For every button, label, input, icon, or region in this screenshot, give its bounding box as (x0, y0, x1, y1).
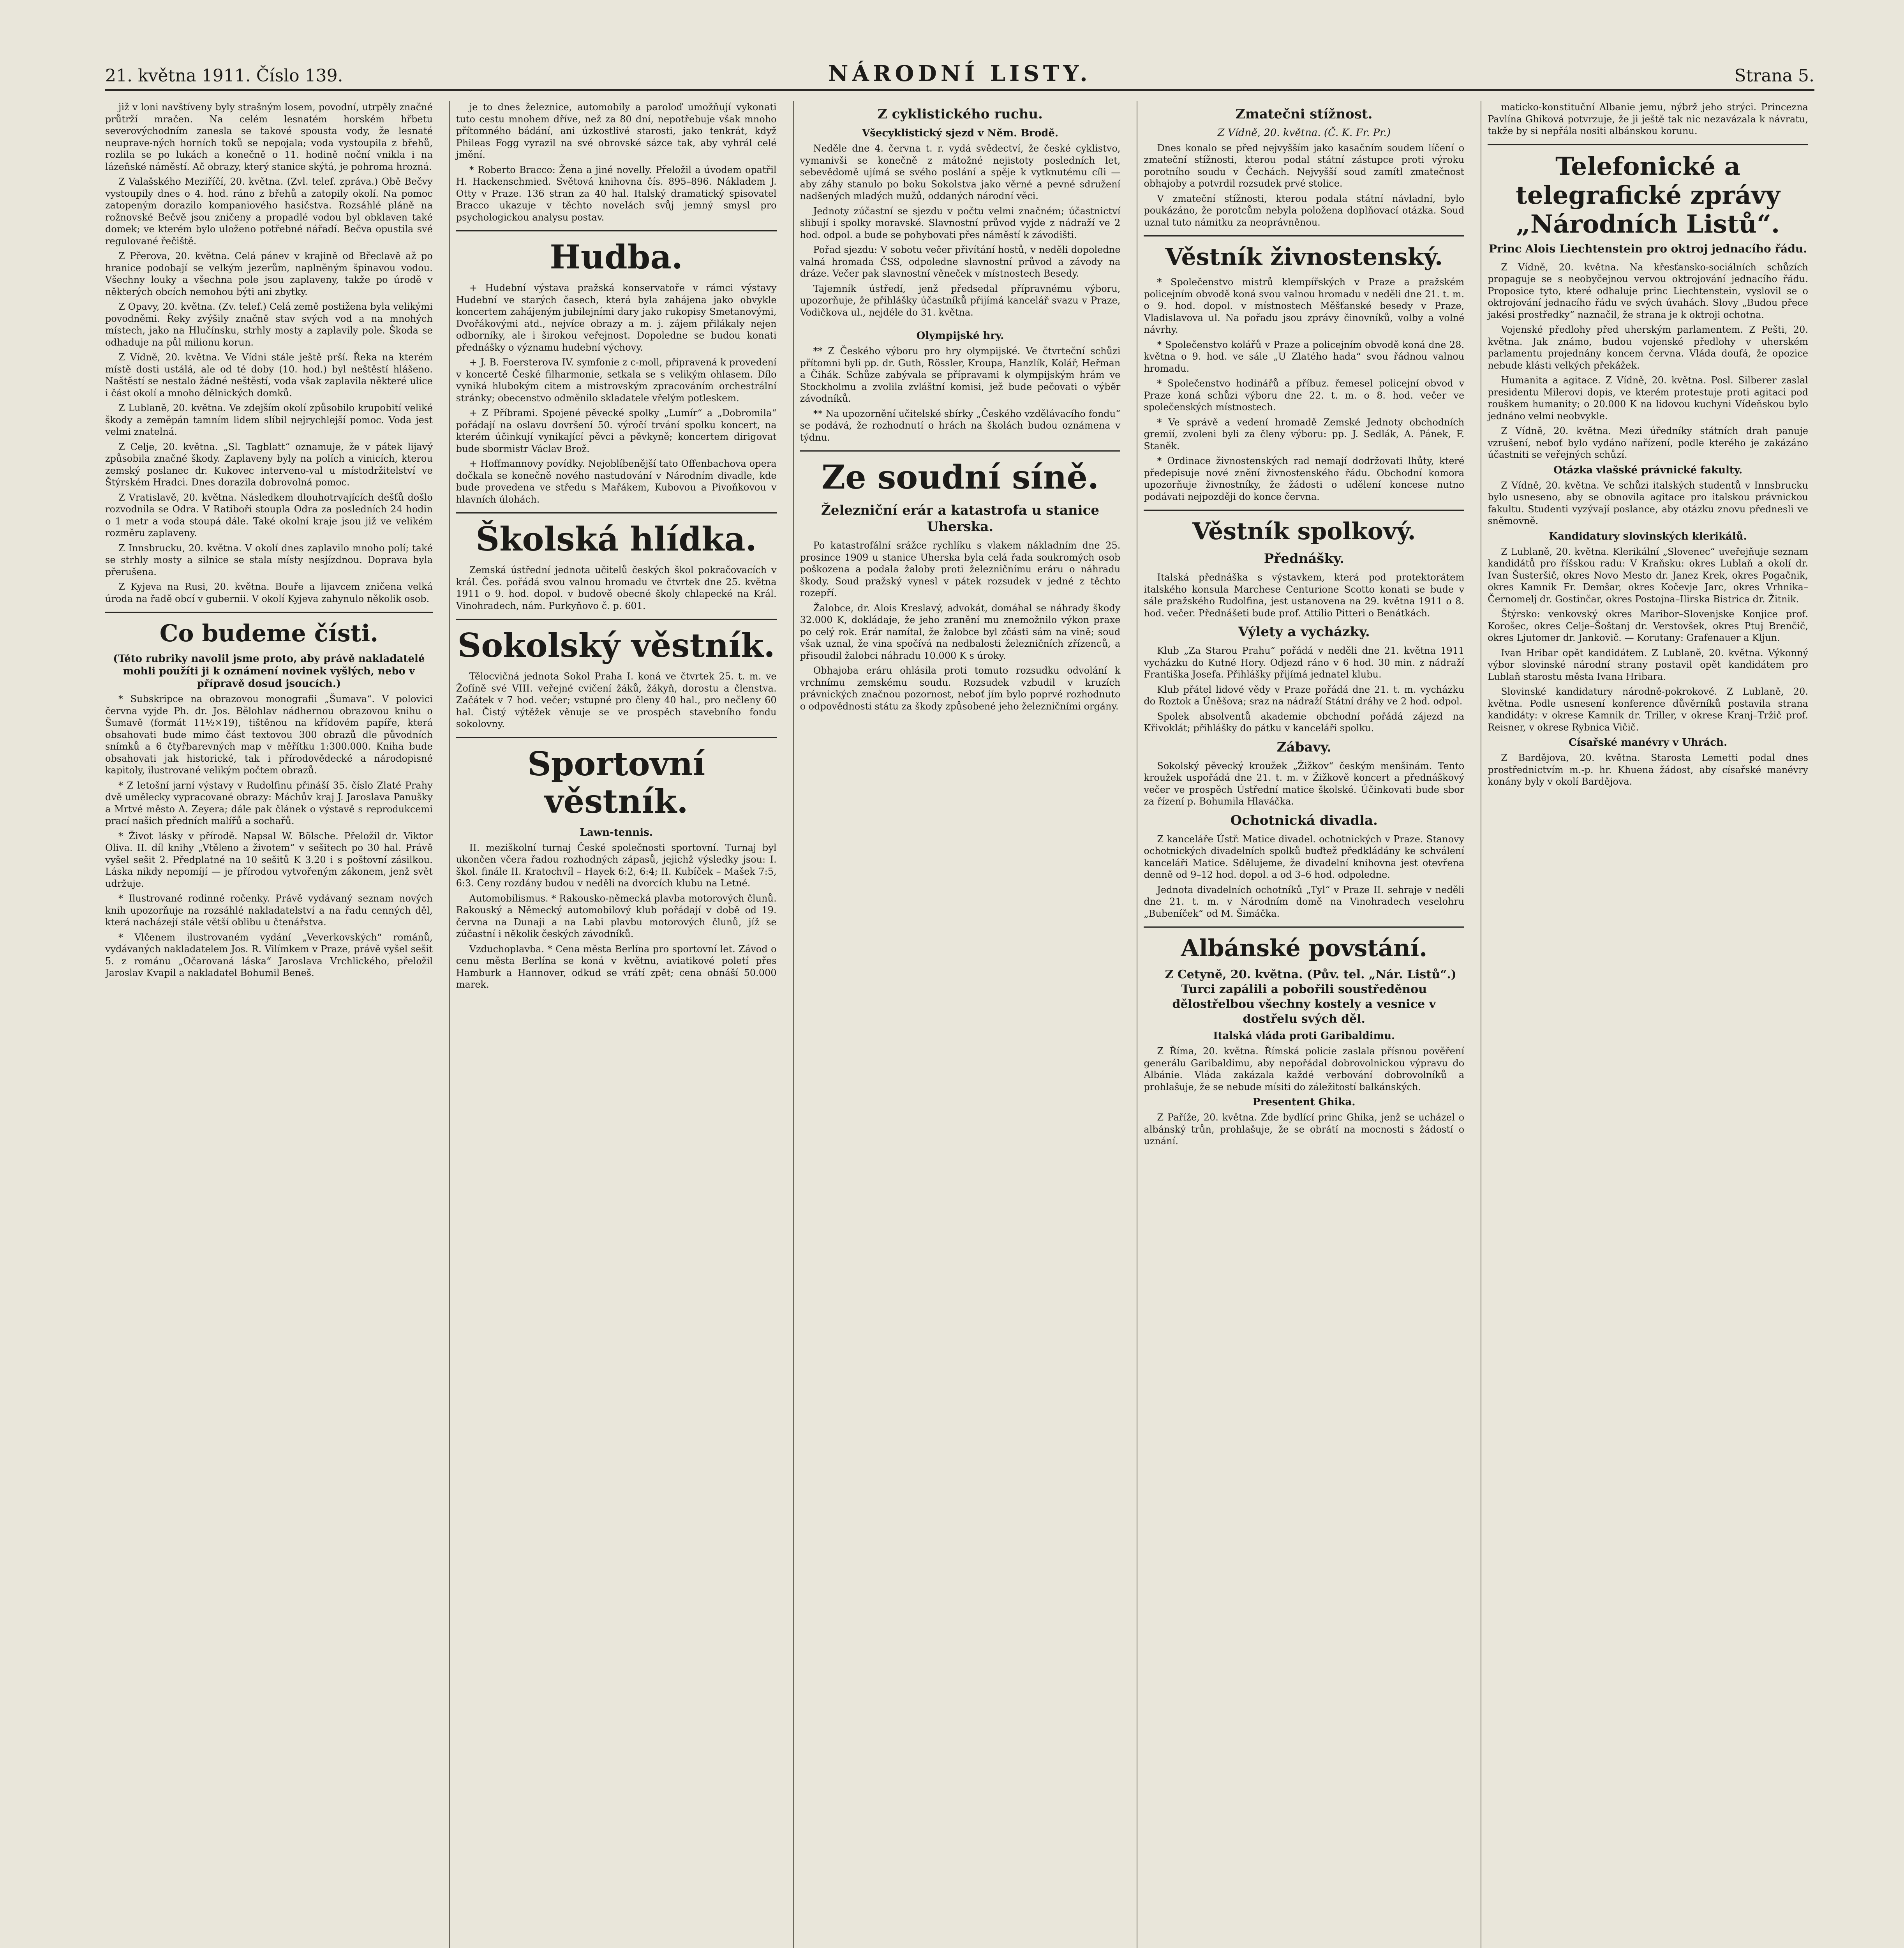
trade-notice-3: * Společenstvo hodinářů a příbuz. řemesel policejní obvod v Praze koná schůzi výboru dne 22. t. m. o 8. hod. večer ve společenských místnostech. (1144, 378, 1465, 413)
divider (456, 512, 777, 513)
column-4 (1137, 101, 1470, 1948)
flood-report-2: Z Valašského Meziříčí, 20. května. (Zvl. telef. zpráva.) Obě Bečvy vystoupily dnes o 4. hod. ráno z břehů a zatopily okolí. Na pomoc zatopeným dorazilo kompaniového hasičstva. Rozsáhlé pláně na rožnovské Bečvě jsou zničeny a propadlé vodou byl obklaven také domek; ve kterém bylo uloženo potřebné nářadí. Bečva opustila své regulované řečiště. (105, 176, 433, 247)
entertainment-subheading: Zábavy. (1276, 739, 1331, 755)
court-subheading: Železniční erár a katastrofa u stanice Uherska. (821, 503, 1099, 535)
book-notice-1: * Subskripce na obrazovou monografii „Šumava“. V polovici června vyjde Ph. dr. Jos. Bělohlav nádhernou obrazovou knihu o Šumavě (formát 11½×19), tištěnou na křídovém papíře, která obsahovati bude mimo část textovou 300 obrazů dle původních snímků a 6 čtyřbarevných map v měřítku 1:300.000. Kniha bude obsahovati jak historické, tak i přírodovědecké a národopisné kapitoly, ilustrované velikým počtem obrazů. (105, 693, 433, 776)
flood-report-8: Z Vratislavě, 20. května. Následkem dlouhotrvajících dešťů došlo rozvodnila se Odra. V Ratiboři stoupla Odra za posledních 24 hodin o 1 metr a voda stoupá dále. Také okolní kraje jsou již ve velikém rozměru zaplaveny. (105, 492, 433, 538)
section-heading-associations: Věstník spolkový. (1192, 518, 1416, 545)
candidates-article-2: Štýrsko: venkovský okres Maribor–Slovenjske Konjice prof. Korošec, okres Celje–Šoštanj dr. Verstovšek, okres Ptuj Brenčič, okres Ljutomer dr. Jankovič. — Korutany: Grafenauer a Kljun. (1488, 609, 1808, 643)
section-note: (Této rubriky navolil jsme proto, aby právě nakladatelé mohli použíti ji k oznámení novinek vyšlých, nebo v přípravě dosud jsoucích.) (113, 653, 425, 690)
music-notice-2: + J. B. Foersterova IV. symfonie z c-moll, připravená k provedení v koncertě České filharmonie, setkala se s velikým ohlasem. Dílo vyniká hlubokým citem a mistrovským zpracováním orchestrální stránky; obecenstvo odměnilo skladatele vřelým potleskem. (456, 357, 777, 404)
candidates-article-1: Z Lublaně, 20. května. Klerikální „Slovenec“ uveřejňuje seznam kandidátů pro říšskou radu: V Kraňsku: okres Lublaň a okolí dr. Ivan Šusteršič, okres Novo Mesto dr. Janez Krek, okres Pogačnik, okres Kamnik Fr. Demšar, okres Kočevje Jarc, okres Vrhnika–Černomelj dr. Gostinčar, okres Postojna–Ilirska Bistrica dr. Žitnik. (1488, 546, 1808, 605)
newspaper-title: NÁRODNÍ LISTY. (828, 61, 1091, 86)
complaint-article-2: V zmateční stížnosti, kterou podala státní návladní, bylo poukázáno, že porotcům nebyla položena doplňovací otázka. Soud uznal tuto námitku za neoprávněnou. (1144, 193, 1465, 228)
divider (456, 737, 777, 738)
telegraph-article-3: Humanita a agitace. Z Vídně, 20. května. Posl. Silberer zaslal presidentu Milerovi dopis, ve kterém protestuje proti agitaci pod rouškem humanity; o 20.000 K na lidovou kuchyni Vídeňskou bylo jednáno velmi neobvykle. (1488, 375, 1808, 422)
flood-report-5: Z Vídně, 20. května. Ve Vídni stále ještě prší. Řeka na kterém místě dosti ustálá, ale od té doby (10. hod.) byl neštěstí hlášeno. Naštěstí se nestalo žádné neštěstí, voda však zaplavila některé ulice i část okolí a mnoho dělnických domků. (105, 352, 433, 399)
divider (1144, 510, 1464, 511)
divider (456, 619, 777, 620)
cycling-article-4: Tajemník ústředí, jenž předsedal přípravnému výboru, upozorňuje, že přihlášky účastníků přijímá kancelář svazu v Praze, Vodičkova ul., nejdéle do 31. května. (800, 283, 1121, 318)
ghika-article: Z Paříže, 20. května. Zde bydlící princ Ghika, jenž se ucházel o albánský trůn, prohlašuje, že se obrátí na mocnosti s žádostí o uznání. (1144, 1112, 1465, 1147)
flood-report-9: Z Innsbrucku, 20. května. V okolí dnes zaplavilo mnoho polí; také se strhly mosty a silnice se stala místy nesjízdnou. Doprava byla přerušena. (105, 542, 433, 577)
candidates-article-3: Ivan Hribar opět kandidátem. Z Lublaně, 20. května. Výkonný výbor slovinské národní strany postavil opět kandidátem pro Lublaň starostu města Ivana Hribara. (1488, 647, 1808, 682)
cycling-subheading: Všecyklistický sjezd v Něm. Brodě. (862, 127, 1059, 139)
trade-notice-2: * Společenstvo kolářů v Praze a policejním obvodě koná dne 28. května o 9. hod. ve sále „U Zlatého hada“ svou řádnou valnou hromadu. (1144, 339, 1465, 374)
flood-report-10: Z Kyjeva na Rusi, 20. května. Bouře a lijavcem zničena velká úroda na řadě obcí v gubernii. V okolí Kyjeva zahynulo několik osob. (105, 581, 433, 604)
complaint-dateline: Z Vídně, 20. května. (Č. K. Fr. Pr.) (1217, 127, 1391, 139)
cycling-article-3: Pořad sjezdu: V sobotu večer přivítání hostů, v neděli dopoledne valná hromada ČSS, odpoledne slavnostní průvod a závody na dráze. Večer pak slavnostní věneček v místnostech Besedy. (800, 244, 1121, 279)
telegraph-article-4: Z Vídně, 20. května. Mezi úředníky státních drah panuje vzrušení, neboť bylo vydáno nařízení, podle kterého je zakázáno účastniti se veřejných schůzí. (1488, 425, 1808, 460)
trip-notice-2: Klub přátel lidové vědy v Praze pořádá dne 21. t. m. vycházku do Roztok a Úněšova; sraz na nádraží Státní dráhy ve 2 hod. odpol. (1144, 684, 1465, 707)
court-article-2: Žalobce, dr. Alois Kreslavý, advokát, domáhal se náhrady škody 32.000 K, dokládaje, že jeho zranění mu znemožnilo výkon praxe po celý rok. Erár namítal, že žalobce byl zčásti sám na vině; soud však uznal, že vina spočívá na nedbalosti železničních zřízenců, a přisoudil žalobci náhradu 10.000 K s úroky. (800, 602, 1121, 661)
telegraph-article-1: Z Vídně, 20. května. Na křesťansko-sociálních schůzích propaguje se s neobyčejnou vervou oktrojování jednacího řádu. Proposice tyto, které odhaluje princ Liechtenstein, vyslovil se o oktrojování jednacího řádu ve svých úvahách. Slovy „Budou přece jakési prostředky“ naznačil, že strana je k oktroji ochotna. (1488, 261, 1808, 320)
flood-report-7: Z Celje, 20. května. „Sl. Tagblatt“ oznamuje, že v pátek lijavý způsobila značné škody. Zaplaveny byly na polích a vinicích, kterou zemský poslanec dr. Kukovec interveno‑val u místodržitelství ve Štýrském Hradci. Dnes dorazila dobrovolná pomoc. (105, 441, 433, 488)
candidates-article-4: Slovinské kandidatury národně-pokrokové. Z Lublaně, 20. května. Podle usnesení konference důvěrníků postavila strana kandidáty: v okrese Kamnik dr. Triller, v okrese Kranj–Tržič prof. Reisner, v okrese Rybnica Vičič. (1488, 686, 1808, 733)
ghika-subheading: Presentent Ghika. (1253, 1096, 1356, 1108)
sport-notice-1: II. meziškolní turnaj České společnosti sportovní. Turnaj byl ukončen včera řadou rozhodných zápasů, jejichž výsledky jsou: I. škol. finále II. Kratochvíl – Hayek 6:2, 6:4; II. Kubíček – Mašek 7:5, 6:3. Ceny rozdány budou v neděli na dvorcích klubu na Letné. (456, 842, 777, 889)
divider (1144, 235, 1464, 236)
section-heading-reading: Co budeme čísti. (159, 620, 379, 647)
entertainment-notice: Sokolský pěvecký kroužek „Žižkov“ českým menšinám. Tento kroužek uspořádá dne 21. t. m. v Žižkově koncert a přednáškový večer ve prospěch Ústřední matice školské. Účinkovati bude sbor za řízení p. Bohumila Hlaváčka. (1144, 760, 1465, 807)
divider (800, 450, 1121, 452)
trip-notice-3: Spolek absolventů akademie obchodní pořádá zájezd na Křivoklát; přihlášky do pátku v kanceláři spolku. (1144, 711, 1465, 734)
theater-notice-2: Jednota divadelních ochotníků „Tyl“ v Praze II. sehraje v neděli dne 21. t. m. v Národním domě na Vinohradech veselohru „Bubeníček“ od M. Šimáčka. (1144, 884, 1465, 919)
section-heading-albania: Albánské povstání. (1181, 935, 1428, 962)
flood-report-4: Z Opavy, 20. května. (Zv. telef.) Celá země postižena byla velikými povodněmi. Řeky zvýšily značně stav svých vod a na mnohých místech, jako na Hlučínsku, strhly mosty a zaplavily pole. Škoda se odhaduje na půl milionu korun. (105, 301, 433, 348)
section-heading-sport: Sportovní věstník. (527, 744, 705, 820)
section-heading-complaint: Zmatečni stížnost. (1236, 106, 1373, 122)
flood-report-6: Z Lublaně, 20. května. Ve zdejším okolí způsobilo krupobití veliké škody a zeměpán tamním lidem slíbil nejrychlejší pomoc. Voda jest velmi znatelná. (105, 402, 433, 437)
flood-report-1: již v loni navštíveny byly strašným losem, povodní, utrpěly značné průtrží mračen. Na celém lesnatém horském hřbetu severovýchodním zanesla se takové spousta vody, že lesnaté neuprave‑ných horních toků se nepojala; voda vystoupila z břehů, rozlila se po lukách a konečně o 11. hodině noční vnikla i na lázeňské náměstí. Ač obrazy, který stanice skýtá, je pohroma hrozná. (105, 102, 433, 172)
cycling-article-1: Neděle dne 4. června t. r. vydá svědectví, že české cyklistvo, vymanivši se konečně z mátožné nejistoty posledních let, sebevědomě ujímá se svého poslání a spěje k vytknutému cíli — aby záhy stanulo po boku Sokolstva jako věrné a pevné sdružení nadšených mladých mužů, oddaných národní věci. (800, 143, 1121, 201)
page-number: Strana 5. (1734, 66, 1814, 86)
telegraph-article-2: Vojenské předlohy před uherským parlamentem. Z Pešti, 20. května. Jak známo, budou vojenské předlohy v uherském parlamentu projednány koncem června. Vláda doufá, že opozice nebude klásti velkých překážek. (1488, 324, 1808, 371)
divider (1144, 926, 1464, 928)
article-columns (105, 101, 1814, 1948)
sport-notice-3: Vzduchoplavba. * Cena města Berlína pro sportovní let. Závod o cenu města Berlína se koná v květnu, aviatikové poletí přes Hamburk a Hannover, odkud se vrátí zpět; cena obnáší 50.000 marek. (456, 943, 777, 990)
italy-article: Z Říma, 20. května. Římská policie zaslala přísnou pověření generálu Garibaldimu, aby nepořádal dobrovolnickou výpravu do Albánie. Vláda zakázala každé verbování dobrovolníků a prohlašuje, že se nebude mísiti do záležitostí balkánských. (1144, 1046, 1465, 1092)
section-heading-telegraph: Telefonické a telegrafické zprávy „Národních Listů“. (1516, 152, 1780, 239)
section-heading-school: Školská hlídka. (476, 520, 757, 558)
book-notice-3: * Život lásky v přírodě. Napsal W. Bölsche. Přeložil dr. Viktor Oliva. II. díl knihy „Vtěleno a životem“ v sešitech po 30 hal. Právě vyšel sešit 2. Předplatné na 10 sešitů K 3.20 i s poštovní zásilkou. Láska nikdy nepomíjí — je přírodou vytvořeným zákonem, jenž svět udržuje. (105, 830, 433, 889)
telegraph-subheading: Princ Alois Liechtenstein pro oktroj jednacího řádu. (1489, 242, 1807, 255)
maneuvers-subheading: Císařské manévry v Uhrách. (1569, 737, 1727, 748)
book-notice-4: * Ilustrované rodinné ročenky. Právě vydávaný seznam nových knih upozorňuje na rozsáhlé nakladatelství a na řadu cenných děl, která nacházejí stále větší oblibu u čtenářstva. (105, 893, 433, 928)
column-2 (449, 101, 783, 1948)
sokol-notice: Tělocvičná jednota Sokol Praha I. koná ve čtvrtek 25. t. m. ve Žofíně své VIII. veřejné cvičení žáků, žákyň, dorostu a členstva. Začátek v 7 hod. večer; vstupné pro členy 40 hal., pro nečleny 60 hal. Čistý výtěžek věnuje se ve prospěch stavebního fondu sokolovny. (456, 671, 777, 729)
divider (456, 230, 777, 231)
column-3 (793, 101, 1127, 1948)
cycling-article-2: Jednoty zúčastní se sjezdu v počtu velmi značném; účastnictví slibují i spolky moravské. Slavnostní průvod vyjde z nádraží ve 2 hod. odpol. a bude se pohybovati přes náměstí k závodišti. (800, 205, 1121, 240)
complaint-article-1: Dnes konalo se před nejvyšším jako kasačním soudem líčení o zmateční stížnosti, kterou podal státní zástupce proti výroku porotního soudu v Čechách. Nejvyšší soud zamítl zmatečnost obhajoby a potvrdil rozsudek prvé stolice. (1144, 142, 1465, 189)
section-heading-court: Ze soudní síně. (821, 458, 1099, 496)
divider (1488, 144, 1808, 145)
candidates-subheading: Kandidatury slovinských klerikálů. (1549, 530, 1747, 542)
faculty-subheading: Otázka vlašské právnické fakulty. (1553, 464, 1743, 476)
sport-notice-2: Automobilismus. * Rakousko-německá plavba motorových člunů. Rakouský a Německý automobilový klub pořádají v době od 19. června na Dunaji a na Labi plavbu motorových člunů, jíž se zúčastní i několik českých závodníků. (456, 893, 777, 939)
albania-continued: maticko-konstituční Albanie jemu, nýbrž jeho strýci. Princezna Pavlína Ghiková potvrzuje, že ji ještě tak nic nezavázala k návratu, takže by si nepřála nositi albánskou korunu. (1488, 102, 1808, 136)
book-notice-2: * Z letošní jarní výstavy v Rudolfinu přináší 35. číslo Zlaté Prahy dvě umělecky vypracované obrazy: Máchův kraj J. Jaroslava Panušky a Mrtvé město A. Zeyera; dále pak článek o výstavě s reprodukcemi prací našich předních malířů a sochařů. (105, 780, 433, 826)
trip-notice-1: Klub „Za Starou Prahu“ pořádá v neděli dne 21. května 1911 vycházku do Kutné Hory. Odjezd ráno v 6 hod. 30 min. z nádraží Františka Josefa. Přihlášky přijímá jednatel klubu. (1144, 645, 1465, 680)
theater-notice-1: Z kanceláře Ústř. Matice divadel. ochotnických v Praze. Stanovy ochotnických divadelních spolků buďtež předkládány ke schválení kanceláři Matice. Sdělujeme, že divadelní knihovna jest otevřena denně od 9–12 hod. dopol. a od 3–6 hod. odpoledne. (1144, 833, 1465, 880)
trade-notice-1: * Společenstvo mistrů klempířských v Praze a pražském policejním obvodě koná svou valnou hromadu v neděli dne 21. t. m. o 9. hod. dopol. v místnostech Měšťanské besedy v Praze, Vladislavova ul. Na pořadu jsou zprávy činovníků, volby a volné návrhy. (1144, 277, 1465, 335)
page-header (105, 58, 1814, 91)
section-heading-trade: Věstník živnostenský. (1165, 244, 1443, 271)
book-notice-7: * Roberto Bracco: Žena a jiné novelly. Přeložil a úvodem opatřil H. Hackenschmied. Světová knihovna čís. 895–896. Nákladem J. Otty v Praze. 136 stran za 40 hal. Italský dramatický spisovatel Bracco ukazuje v těchto novelách svůj jemný smysl pro psychologickou analysu postav. (456, 164, 777, 223)
divider (105, 612, 433, 613)
section-heading-music: Hudba. (550, 238, 683, 276)
column-1 (105, 101, 439, 1948)
book-notice-5: * Vlčenem ilustrovaném vydání „Veverkovských“ románů, vydávaných nakladatelem Jos. R. Vilímkem v Praze, právě vyšel sešit 5. z románu „Očarovaná láska“ Jaroslava Vrchlického, přeložil Jaroslav Kvapil a nakladatel Bohumil Beneš. (105, 932, 433, 978)
olympics-notice-2: ** Na upozornění učitelské sbírky „Českého vzdělávacího fondu“ se podává, že rozhodnutí o hrách na školách budou oznámena v týdnu. (800, 408, 1121, 443)
trade-notice-5: * Ordinace živnostenských rad nemají dodržovati lhůty, které předepisuje nové znění živnostenského řádu. Obchodní komora upozorňuje živnostníky, že žádosti o udělení koncese nutno podávati nejpozději do konce června. (1144, 455, 1465, 502)
lectures-subheading: Přednášky. (1264, 551, 1344, 566)
faculty-article: Z Vídně, 20. května. Ve schůzi italských studentů v Innsbrucku bylo usneseno, aby se obnovila agitace pro italskou právnickou fakultu. Studenti vyzývají poslance, aby otázku znovu přednesli ve sněmovně. (1488, 480, 1808, 526)
music-notice-3: + Z Příbrami. Spojené pěvecké spolky „Lumír“ a „Dobromila“ pořádají na oslavu dovršení 50. výročí trvání spolku koncert, na kterém účinkují vynikající pěvci a pěvkyně; koncertem dirigovat bude sbormistr Václav Brož. (456, 408, 777, 454)
sport-subheading: Lawn-tennis. (580, 826, 653, 838)
lecture-notice: Italská přednáška s výstavkem, která pod protektorátem italského konsula Marchese Centurione Scotto konati se bude v sále pražského Rudolfina, jest ustanovena na 29. května 1911 o 8. hod. večer. Přednášeti bude prof. Attilio Pitteri o Benátkách. (1144, 572, 1465, 619)
flood-report-3: Z Přerova, 20. května. Celá pánev v krajině od Břeclavě až po hranice podobají se velkým jezerům, naplněným špinavou vodou. Všechny louky a všechna pole jsou zaplaveny, takže po úrodě v některých obcích nemohou býti ani zbytky. (105, 251, 433, 297)
school-notice: Zemská ústřední jednota učitelů českých škol pokračovacích v král. Čes. pořádá svou valnou hromadu ve čtvrtek dne 25. května 1911 o 9. hod. dopol. v budově obecné školy chlapecké na Král. Vinohradech, nám. Purkyňovo č. p. 601. (456, 565, 777, 611)
albania-lead: Z Cetyně, 20. května. (Pův. tel. „Nár. Listů“.) Turci zapálili a pobořili soustředěnou dělostřelbou všechny kostely a vesnice v dostřelu svých děl. (1165, 968, 1456, 1026)
section-heading-sokol: Sokolský věstník. (457, 626, 775, 665)
book-notice-6: je to dnes železnice, automobily a paroloď umožňují vykonati tuto cestu mnohem dříve, než za 80 dní, nepotřebuje však mnoho přítomného bádání, ani úzkostlivé starosti, jako tenkrát, když Phileas Fogg vyrazil na své obrovské sázce tak, aby vyhrál celé jmění. (456, 102, 777, 160)
olympics-notice-1: ** Z Českého výboru pro hry olympijské. Ve čtvrteční schůzi přítomni byli pp. dr. Guth, Rössler, Kroupa, Hanzlík, Kolář, Heřman a Čihák. Schůze zabývala se přípravami k olympijským hrám ve Stockholmu a zvolila zvláštní komisi, jež bude pečovati o výběr závodníků. (800, 346, 1121, 404)
music-notice-1: + Hudební výstava pražská konservatoře v rámci výstavy Hudební ve starých časech, která byla zahájena jako obvykle koncertem zahájeným jubilejními dary jako rukopisy Smetanovými, Dvořákovými atd., nejvíce obrazy a m. j. zájem přilákaly nejen odborníky, ale i širokou veřejnost. Dopoledne se budou konati přednášky o významu hudební výchovy. (456, 282, 777, 353)
court-article-1: Po katastrofální srážce rychlíku s vlakem nákladním dne 25. prosince 1909 u stanice Uherska byla celá řada soukromých osob poškozena a podala žaloby proti železničnímu eráru o náhradu škody. Soud pražský vynesl v pátek rozsudek v jedné z těchto rozepří. (800, 540, 1121, 598)
trips-subheading: Výlety a vycházky. (1238, 624, 1370, 640)
court-article-3: Obhajoba eráru ohlásila proti tomuto rozsudku odvolání k vrchnímu zemskému soudu. Rozsudek vzbudil v kruzích právnických značnou pozornost, neboť jím bylo poprvé rozhodnuto o odpovědnosti státu za škody způsobené jeho železničními orgány. (800, 665, 1121, 712)
section-heading-cycling: Z cyklistického ruchu. (877, 106, 1043, 122)
trade-notice-4: * Ve správě a vedení hromadě Zemské Jednoty obchodních gremií, zvoleni byli za členy výboru: pp. J. Sedlák, A. Pánek, F. Staněk. (1144, 416, 1465, 452)
header-date-issue: 21. května 1911. Číslo 139. (105, 66, 343, 86)
maneuvers-article: Z Bardějova, 20. května. Starosta Lemetti podal dnes prostřednictvím m.-p. hr. Khuena žádost, aby císařské manévry konány byly v okolí Bardějova. (1488, 752, 1808, 787)
olympics-subheading: Olympijské hry. (916, 330, 1004, 342)
music-notice-4: + Hoffmannovy povídky. Nejoblíbenější tato Offenbachova opera dočkala se konečně nového nastudování v Národním divadle, kde bude provedena ve středu s Mařákem, Kubovou a Pivoňkovou v hlavních úlohách. (456, 458, 777, 505)
column-5 (1481, 101, 1814, 1948)
theater-subheading: Ochotnická divadla. (1230, 812, 1378, 828)
italy-subheading: Italská vláda proti Garibaldimu. (1213, 1030, 1395, 1042)
